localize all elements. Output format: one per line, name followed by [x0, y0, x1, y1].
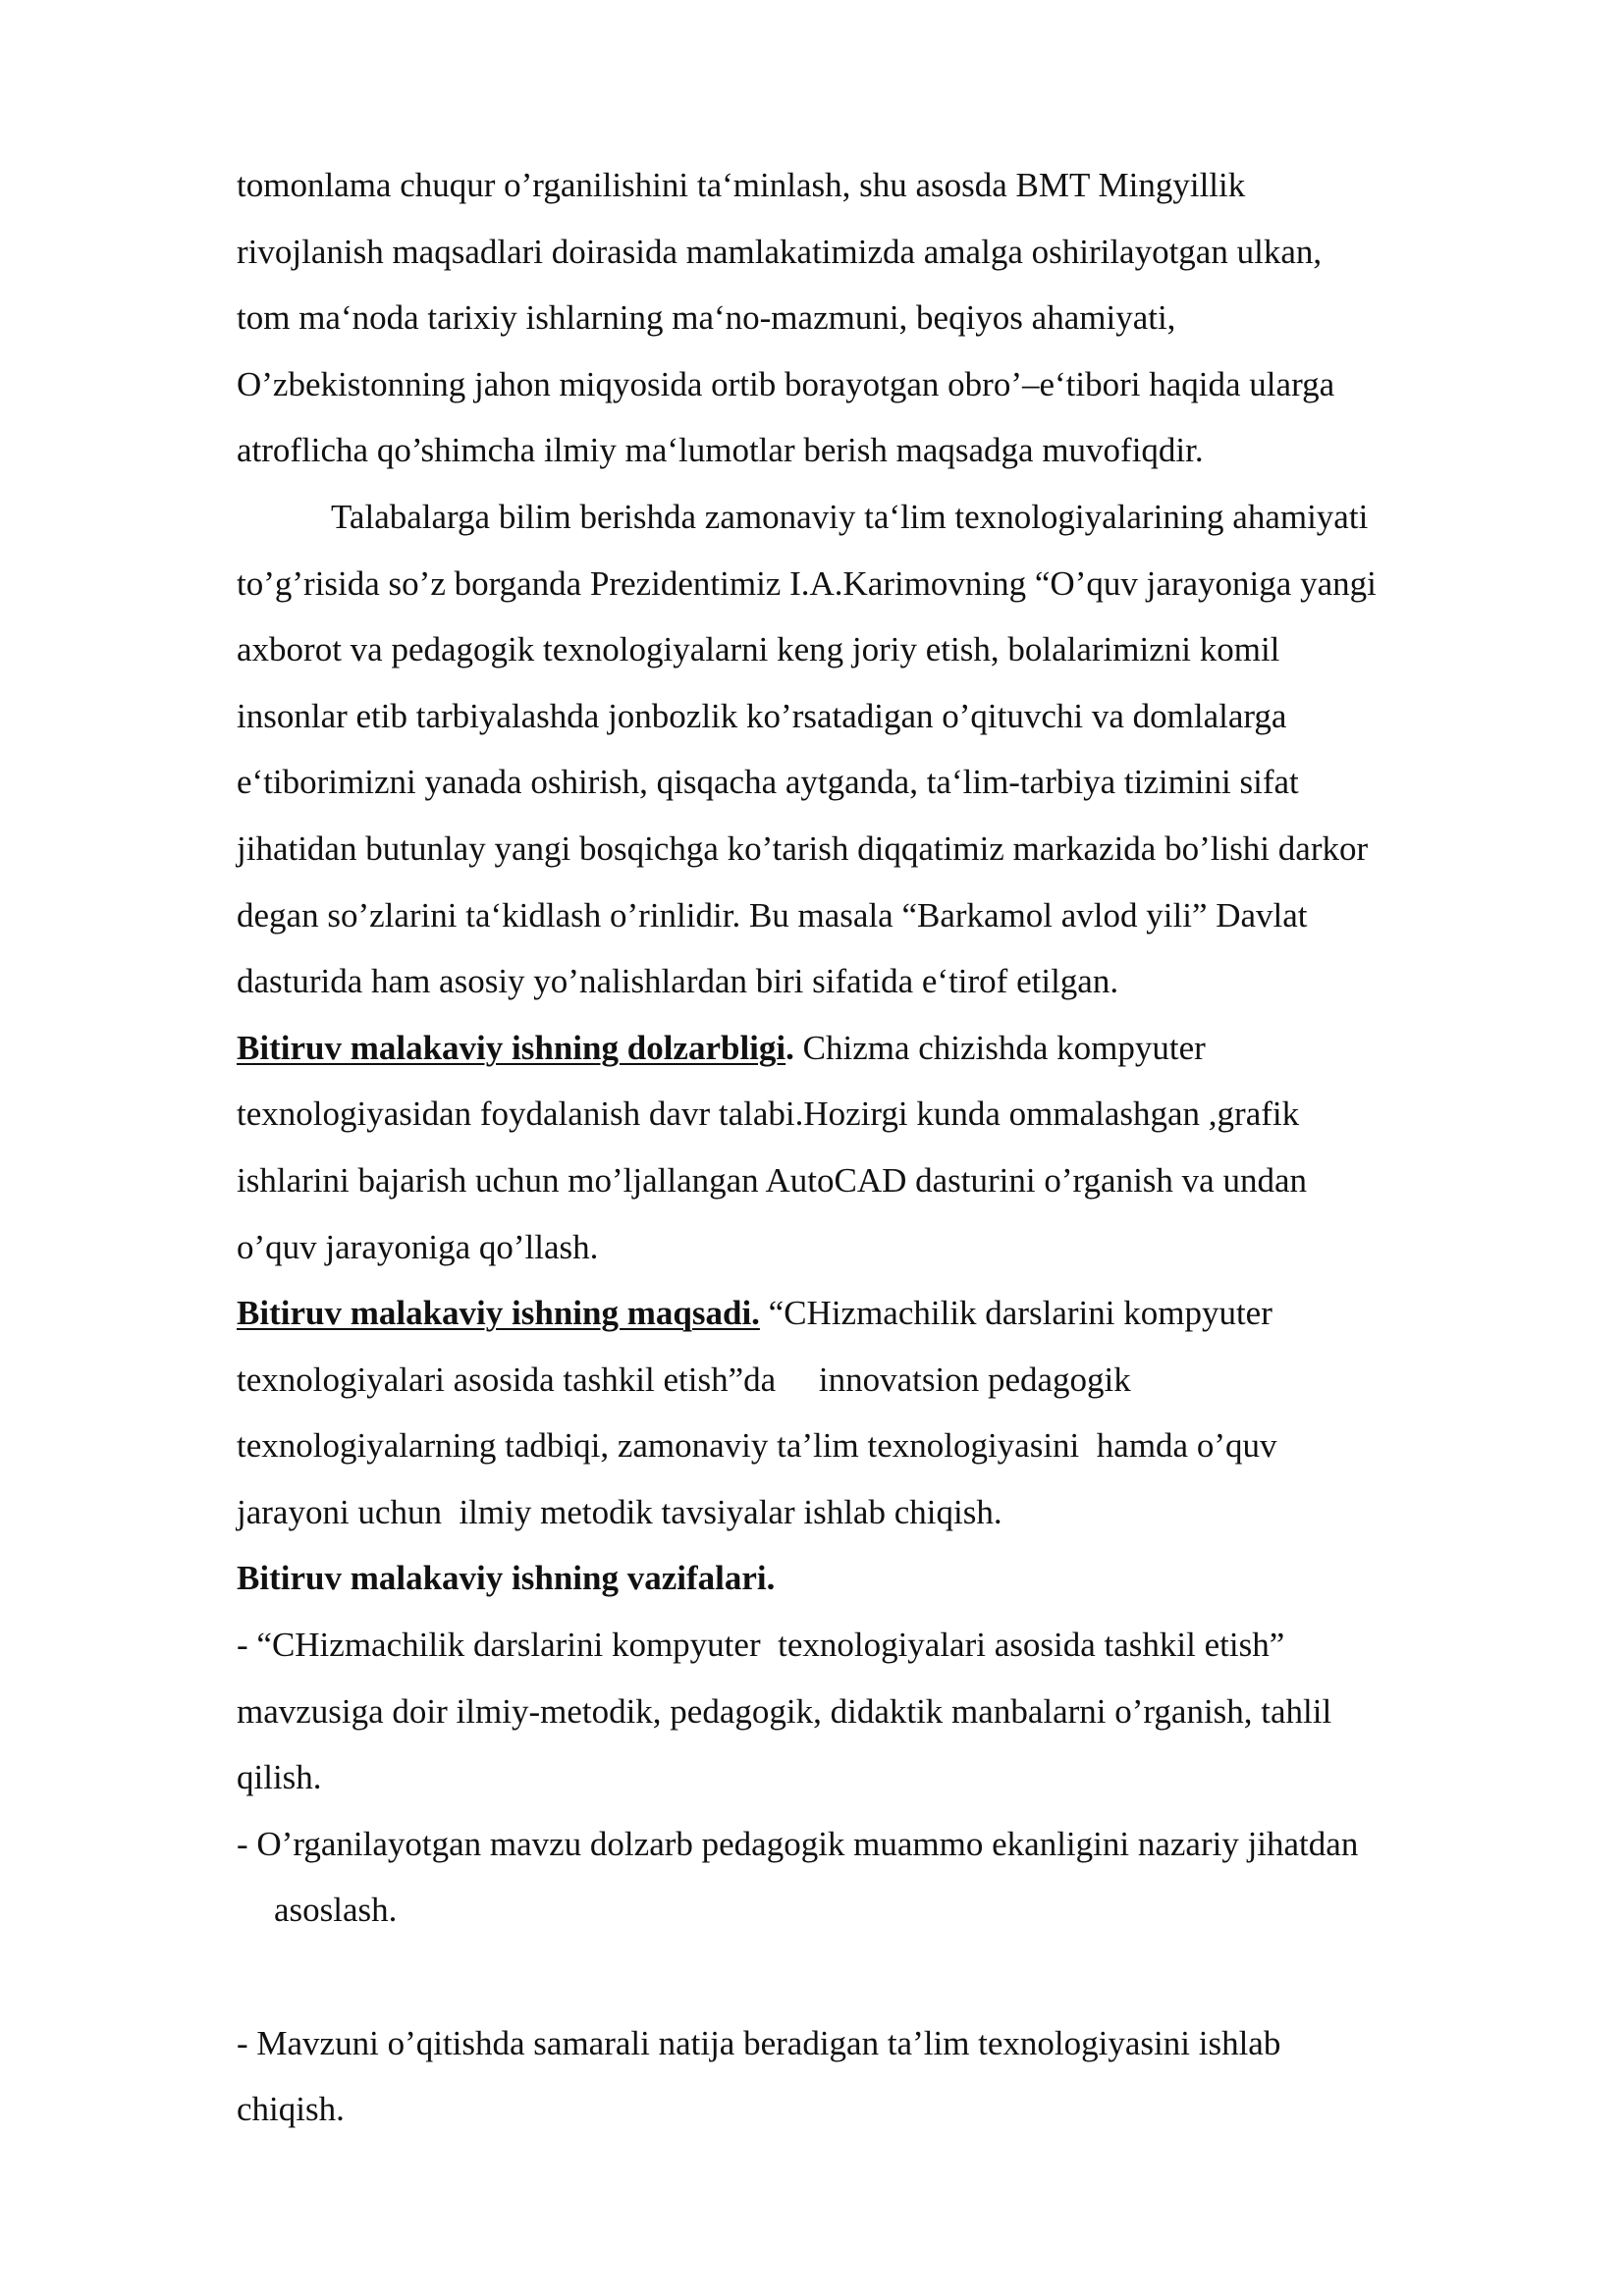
section-heading-goal: Bitiruv malakaviy ishning maqsadi.: [237, 1294, 760, 1333]
text-line: insonlar etib tarbiyalashda jonbozlik ko’rsatadigan o’qituvchi va domlalarga: [237, 696, 1287, 735]
text-line: O’zbekistonning jahon miqyosida ortib borayotgan obro’–eʻtibori haqida ularga: [237, 364, 1335, 403]
text-line: texnologiyalarning tadbiqi, zamonaviy ta’lim texnologiyasini hamda o’quv: [237, 1426, 1277, 1466]
text-line: eʻtiborimizni yanada oshirish, qisqacha aytganda, taʻlim-tarbiya tizimini sifat: [237, 763, 1299, 802]
paragraph-intro-continuation: [237, 152, 1533, 484]
text-line: dasturida ham asosiy yo’nalishlardan biri sifatida eʻtirof etilgan.: [237, 962, 1119, 1001]
text-line: Talabalarga bilim berishda zamonaviy taʻlim texnologiyalarining ahamiyati: [331, 497, 1369, 536]
text-line: - “CHizmachilik darslarini kompyuter texnologiyalari asosida tashkil etish”: [237, 1626, 1285, 1665]
list-item: [237, 2010, 1533, 2143]
text-line: chiqish.: [237, 2090, 345, 2129]
text-line: rivojlanish maqsadlari doirasida mamlakatimizda amalga oshirilayotgan ulkan,: [237, 232, 1323, 271]
text-line: - Mavzuni o’qitishda samarali natija beradigan ta’lim texnologiyasini ishlab: [237, 2023, 1281, 2062]
paragraph-technologies: [237, 484, 1533, 1015]
text-line: mavzusiga doir ilmiy-metodik, pedagogik, didaktik manbalarni o’rganish, tahlil: [237, 1691, 1332, 1731]
section-relevance: [237, 1015, 1533, 1280]
text-line: axborot va pedagogik texnologiyalarni keng joriy etish, bolalarimizni komil: [237, 630, 1280, 669]
heading-punctuation: .: [785, 1028, 794, 1067]
text-line: o’quv jarayoniga qo’llash.: [237, 1227, 599, 1266]
section-heading-relevance: Bitiruv malakaviy ishning dolzarbligi: [237, 1028, 786, 1067]
section-tasks: [237, 1545, 1533, 2142]
inline-text: Chizma chizishda kompyuter: [793, 1028, 1206, 1067]
list-item: [237, 1612, 1533, 1811]
text-line: jihatidan butunlay yangi bosqichga ko’tarish diqqatimiz markazida bo’lishi darkor: [237, 828, 1369, 868]
text-line: degan so’zlarini taʻkidlash o’rinlidir. Bu masala “Barkamol avlod yili” Davlat: [237, 895, 1308, 934]
section-heading-tasks: Bitiruv malakaviy ishning vazifalari.: [237, 1559, 776, 1598]
text-line: atroflicha qo’shimcha ilmiy maʻlumotlar berish maqsadga muvofiqdir.: [237, 431, 1204, 470]
inline-text: “CHizmachilik darslarini kompyuter: [759, 1294, 1272, 1333]
text-line: [237, 1015, 1533, 1082]
section-goal: [237, 1280, 1533, 1545]
list-item: [237, 1811, 1533, 1944]
text-line: to’g’risida so’z borganda Prezidentimiz I.A.Karimovning “O’quv jarayoniga yangi: [237, 563, 1377, 603]
text-line: [237, 1280, 1533, 1347]
text-line: qilish.: [237, 1758, 322, 1797]
text-line: tom maʻnoda tarixiy ishlarning maʻno-mazmuni, beqiyos ahamiyati,: [237, 298, 1176, 338]
text-line: jarayoni uchun ilmiy metodik tavsiyalar ishlab chiqish.: [237, 1492, 1002, 1531]
text-line: texnologiyasidan foydalanish davr talabi.Hozirgi kunda ommalashgan ,grafik: [237, 1095, 1300, 1134]
text-line: tomonlama chuqur o’rganilishini taʻminlash, shu asosda BMT Mingyillik: [237, 166, 1246, 204]
text-line: asoslash.: [274, 1891, 398, 1930]
text-line: texnologiyalari asosida tashkil etish”da innovatsion pedagogik: [237, 1360, 1131, 1399]
blank-line: [237, 1944, 1533, 2010]
text-line: - O’rganilayotgan mavzu dolzarb pedagogik muammo ekanligini nazariy jihatdan: [237, 1824, 1359, 1863]
document-page: [237, 152, 1533, 2143]
text-line: ishlarini bajarish uchun mo’ljallangan AutoCAD dasturini o’rganish va undan: [237, 1160, 1307, 1200]
